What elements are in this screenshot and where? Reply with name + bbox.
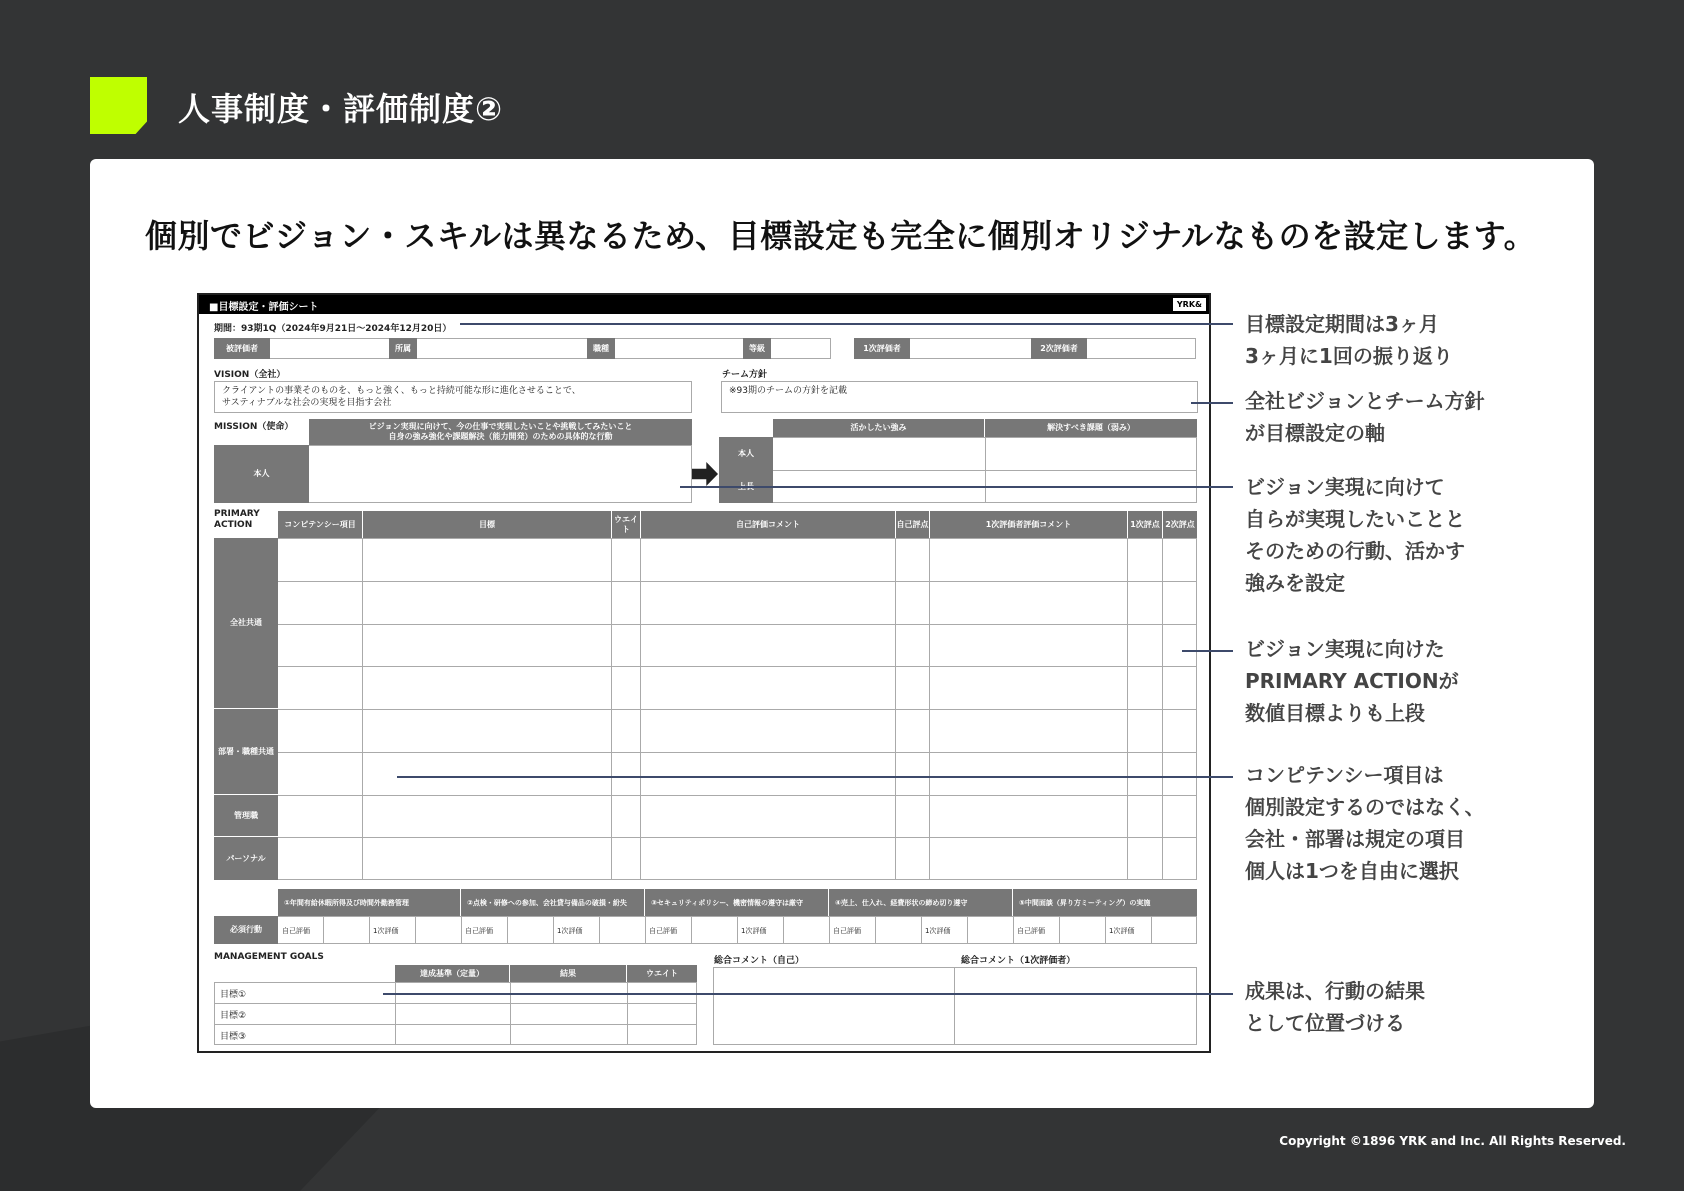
col-self-score: 自己評点 (896, 511, 929, 538)
first-eval-2: 1次評価 (557, 927, 583, 935)
comment-first-label: 総合コメント（1次評価者） (961, 956, 1076, 966)
mg-col-weight: ウエイト (627, 965, 697, 982)
leader-line-competency (397, 776, 1233, 778)
self-eval-4: 自己評価 (833, 927, 861, 935)
mg-row-2: 目標② (220, 1011, 247, 1021)
group-company-common: 全社共通 (214, 538, 278, 709)
mg-col-criteria: 達成基準（定量） (395, 965, 510, 982)
team-policy-label: チーム方針 (722, 370, 768, 380)
first-eval-1: 1次評価 (373, 927, 399, 935)
leader-line-mission (680, 486, 1233, 488)
required-item-3: ③セキュリティポリシー、機密情報の遵守は厳守 (645, 889, 829, 916)
leader-line-vision (1191, 402, 1233, 404)
callout-primary-action: ビジョン実現に向けた PRIMARY ACTIONが 数値目標よりも上段 (1245, 637, 1459, 725)
col-goal: 目標 (363, 511, 611, 538)
team-policy-text: ※93期のチームの方針を記載 (729, 386, 847, 396)
period-text: 期間：93期1Q（2024年9月21日〜2024年12月20日） (214, 324, 452, 334)
callout-period: 目標設定期間は3ヶ月 3ヶ月に1回の振り返り (1245, 312, 1453, 368)
mission-header-line1: ビジョン実現に向けて、今の仕事で実現したいことや挑戦してみたいこと (368, 422, 633, 431)
label-second-evaluator: 2次評価者 (1031, 338, 1087, 359)
callout-competency: コンピテンシー項目は 個別設定するのではなく、 会社・部署は規定の項目 個人は1つを自由に選択 (1245, 763, 1485, 883)
vision-label: VISION（全社） (214, 370, 286, 380)
vision-text-line1: クライアントの事業そのものを、もっと強く、もっと持続可能な形に進化させることで、 (222, 386, 581, 396)
mission-header-line2: 自身の強み強化や課題解決（能力開発）のための具体的な行動 (388, 432, 613, 441)
col-self-comment: 自己評価コメント (641, 511, 895, 538)
col-first-comment: 1次評価者評価コメント (930, 511, 1127, 538)
col-second-score: 2次評点 (1163, 511, 1197, 538)
mg-grid (214, 982, 697, 1045)
label-job-type: 職種 (587, 338, 615, 359)
col-first-score: 1次評点 (1128, 511, 1162, 538)
evaluation-sheet (197, 293, 1211, 1053)
team-policy-box (721, 381, 1198, 413)
first-eval-3: 1次評価 (741, 927, 767, 935)
label-grade: 等級 (743, 338, 771, 359)
mg-col-result: 結果 (510, 965, 627, 982)
mission-self-label: 本人 (214, 445, 309, 503)
vision-text-line2: サスティナブルな社会の実現を目指す会社 (222, 398, 392, 408)
arrow-right-icon (692, 462, 718, 486)
comment-box (713, 967, 1197, 1045)
mg-row-1: 目標① (220, 990, 247, 1000)
copyright: Copyright ©1896 YRK and Inc. All Rights Reserved. (1279, 1134, 1626, 1148)
col-weight: ウエイト (612, 511, 640, 538)
primary-label-line1: PRIMARY (214, 509, 260, 519)
required-item-2: ②点検・研修への参加、会社貸与備品の破損・紛失 (461, 889, 645, 916)
mission-label: MISSION（使命） (214, 422, 294, 432)
mission-header (309, 419, 692, 445)
mg-row-3: 目標③ (220, 1032, 247, 1042)
required-row (214, 916, 1197, 944)
self-eval-2: 自己評価 (465, 927, 493, 935)
group-management: 管理職 (214, 795, 278, 837)
comment-self-label: 総合コメント（自己） (714, 956, 805, 966)
strength-header: 活かしたい強み (773, 419, 984, 437)
required-item-4: ④売上、仕入れ、経費形状の締め切り遵守 (829, 889, 1013, 916)
callout-results: 成果は、行動の結果 として位置づける (1245, 979, 1425, 1035)
info-row-left (214, 338, 831, 359)
management-goals-label: MANAGEMENT GOALS (214, 952, 324, 962)
title-accent-block (90, 77, 147, 134)
first-eval-5: 1次評価 (1109, 927, 1135, 935)
required-item-5: ⑤中間面談（昇り方ミーティング）の実施 (1013, 889, 1197, 916)
issue-header: 解決すべき課題（弱み） (985, 419, 1197, 437)
required-label: 必須行動 (214, 916, 278, 944)
headline: 個別でビジョン・スキルは異なるため、目標設定も完全に個別オリジナルなものを設定します。 (145, 217, 1537, 255)
sheet-header (199, 295, 1209, 314)
slide-title: 人事制度・評価制度② (178, 90, 504, 128)
self-eval-5: 自己評価 (1017, 927, 1045, 935)
leader-line-period (460, 323, 1233, 325)
label-department: 所属 (389, 338, 417, 359)
self-eval-1: 自己評価 (282, 927, 310, 935)
group-personal: パーソナル (214, 837, 278, 880)
callout-vision: 全社ビジョンとチーム方針 が目標設定の軸 (1245, 389, 1485, 445)
label-first-evaluator: 1次評価者 (854, 338, 910, 359)
company-logo: YRK& (1173, 298, 1206, 311)
group-dept-common: 部署・職種共通 (214, 709, 278, 795)
label-evaluatee: 被評価者 (214, 338, 270, 359)
self-eval-3: 自己評価 (649, 927, 677, 935)
callout-mission: ビジョン実現に向けて 自らが実現したいことと そのための行動、活かす 強みを設定 (1245, 475, 1465, 595)
primary-action-label (214, 509, 260, 531)
sheet-title: ■目標設定・評価シート (209, 302, 319, 313)
required-item-1: ①年間有給休暇所得及び時間外勤務管理 (278, 889, 461, 916)
leader-line-primary (1182, 650, 1233, 652)
first-eval-4: 1次評価 (925, 927, 951, 935)
vision-box (214, 381, 692, 413)
col-competency: コンピテンシー項目 (278, 511, 362, 538)
primary-label-line2: ACTION (214, 520, 253, 530)
row-self-label: 本人 (719, 437, 773, 470)
leader-line-results (383, 993, 1233, 995)
